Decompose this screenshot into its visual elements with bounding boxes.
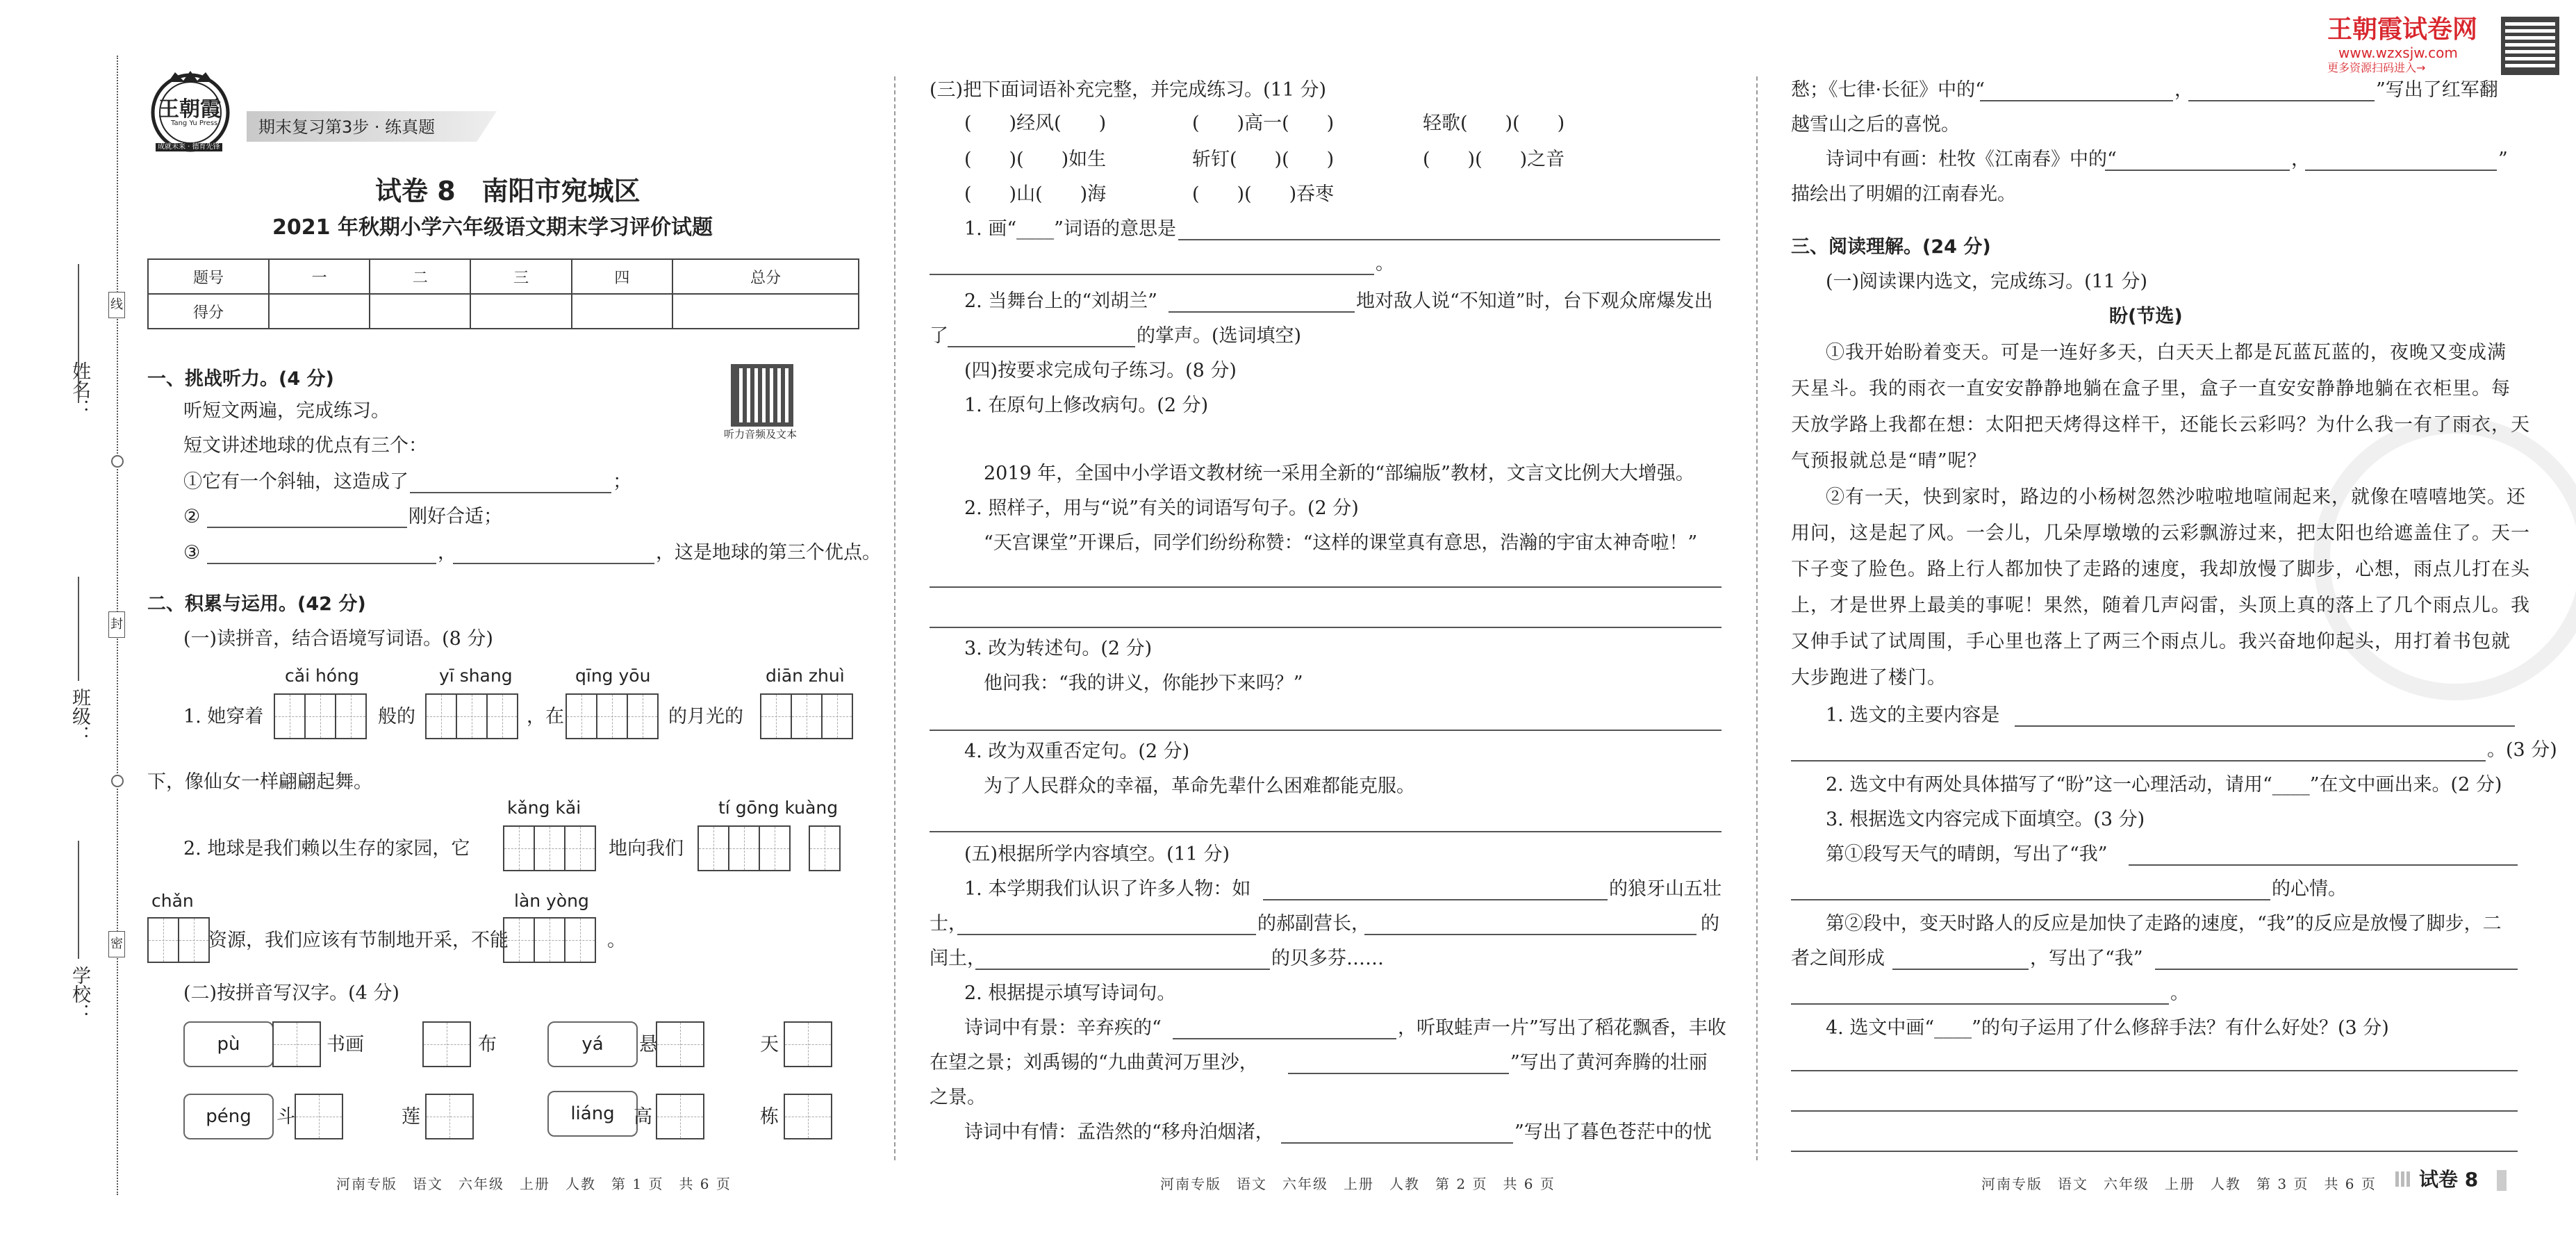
- name-label: 姓名：: [69, 361, 90, 418]
- char-grid[interactable]: [425, 1094, 474, 1139]
- score-header: 三: [470, 259, 571, 294]
- answer-blank[interactable]: [975, 969, 1270, 970]
- p3-q3a: 第①段写天气的晴朗，写出了“我”: [1826, 843, 2108, 865]
- p3-q3: 3. 根据选文内容完成下面填空。(3 分): [1826, 809, 2145, 830]
- char-grid[interactable]: [656, 1021, 704, 1067]
- p2-q2a: 2. 当舞台上的“刘胡兰”: [964, 290, 1157, 312]
- p2-s5-2b: ，听取蛙声一片”写出了稻花飘香，丰收: [1398, 1017, 1726, 1039]
- section-1-title: 一、挑战听力。(4 分): [147, 368, 334, 390]
- p3-q3b: 的心情。: [2272, 878, 2347, 900]
- answer-line[interactable]: [930, 831, 1722, 832]
- answer-blank[interactable]: [453, 563, 654, 564]
- answer-blank[interactable]: [1178, 239, 1720, 240]
- answer-blank[interactable]: [1364, 934, 1696, 935]
- pinyin: cǎi hóng: [285, 666, 359, 686]
- brand-tip: 更多资源扫码进入→: [2327, 61, 2426, 74]
- score-header: 总分: [672, 259, 859, 294]
- passage-line: 上，才是世界上最美的事呢！果然，随着几声闷雷，头顶上真的落上了几个雨点儿。我: [1791, 595, 2530, 616]
- s2-part2: (二)按拼音写汉字。(4 分): [183, 982, 399, 1004]
- score-header: 二: [370, 259, 470, 294]
- p2-s5-2g: ”写出了暮色苍茫中的忧: [1514, 1121, 1712, 1143]
- s1-line1: 听短文两遍，完成练习。: [183, 400, 390, 422]
- p2-s4-4s: 为了人民群众的幸福，革命先辈什么困难都能克服。: [984, 775, 1415, 797]
- score-cell[interactable]: [470, 294, 571, 329]
- logo-text: 王朝霞: [158, 97, 221, 122]
- p3-l2: 越雪山之后的喜悦。: [1791, 114, 1960, 135]
- section-3-title: 三、阅读理解。(24 分): [1791, 236, 1991, 258]
- score-table: [147, 258, 859, 329]
- passage-line: 天星斗。我的雨衣一直安安静静地躺在盒子里，盒子一直安安静静地躺在衣柜里。每: [1791, 378, 2511, 400]
- pinyin-box: pù: [183, 1021, 274, 1067]
- answer-blank[interactable]: [1892, 969, 2029, 970]
- idiom: ( )( )如生: [964, 149, 1107, 170]
- char-grid[interactable]: [503, 917, 596, 963]
- hz-word: 莲: [402, 1106, 420, 1128]
- s1-item3b: ，: [438, 542, 456, 563]
- char-grid[interactable]: [784, 1094, 832, 1139]
- watermark-seal: [2313, 417, 2576, 700]
- p3-q3d: 者之间形成: [1791, 948, 1885, 969]
- p3-q1-end: 。(3 分): [2487, 739, 2557, 761]
- answer-blank[interactable]: [2129, 864, 2518, 866]
- answer-blank[interactable]: [1791, 899, 2270, 900]
- answer-line[interactable]: [1791, 1151, 2518, 1152]
- pinyin: chǎn: [151, 891, 194, 911]
- hz-word: 栋: [760, 1106, 779, 1128]
- hz-word: 布: [478, 1034, 497, 1055]
- answer-blank[interactable]: [410, 492, 611, 493]
- q1-text-d: 的月光的: [668, 706, 743, 727]
- passage-line: ②有一天，快到家时，路边的小杨树忽然沙啦啦地喧闹起来，就像在嘻嘻地笑。还: [1826, 486, 2526, 508]
- page-divider: [894, 76, 895, 1160]
- score-cell[interactable]: [672, 294, 859, 329]
- logo-sub: Tang Yu Press: [171, 120, 218, 127]
- answer-blank[interactable]: [1980, 100, 2173, 101]
- p3-s3-1: (一)阅读课内选文，完成练习。(11 分): [1826, 271, 2148, 293]
- brand-logo: [147, 69, 233, 153]
- p2-s5-1e: 的: [1701, 913, 1719, 935]
- s1-line2: 短文讲述地球的优点有三个：: [183, 435, 427, 456]
- seal-mark-line: 线: [108, 292, 125, 318]
- idiom: ( )( )之音: [1423, 149, 1565, 170]
- answer-blank[interactable]: [2015, 725, 2515, 727]
- page-badge-bar: [2497, 1170, 2507, 1191]
- char-grid[interactable]: [760, 693, 853, 739]
- p2-s5-2: 2. 根据提示填写诗词句。: [964, 982, 1176, 1004]
- answer-blank[interactable]: [2155, 969, 2518, 970]
- passage-line: 用问，这是起了风。一会儿，几朵厚墩墩的云彩飘游过来，把太阳也给遮盖住了。天一: [1791, 522, 2530, 544]
- p2-q1: 1. 画“____”词语的意思是: [964, 218, 1176, 240]
- class-label: 班级：: [69, 688, 90, 744]
- page-subtitle: 2021 年秋期小学六年级语文期末学习评价试题: [272, 215, 713, 240]
- p2-q2c: 了: [930, 325, 948, 347]
- p2-q1-end: 。: [1376, 253, 1394, 274]
- idiom: 轻歌( )( ): [1423, 113, 1565, 134]
- char-grid[interactable]: [425, 693, 518, 739]
- char-grid[interactable]: [147, 917, 210, 963]
- s1-item2a: ②: [183, 506, 201, 527]
- p2-s5-2a: 诗词中有景：辛弃疾的“: [964, 1017, 1162, 1039]
- p2-s5-1d: 的郝副营长，: [1257, 913, 1370, 935]
- q2-text-d: 。: [607, 930, 626, 951]
- p3-q2: 2. 选文中有两处具体描写了“盼”这一心理活动，请用“____”在文中画出来。(2 分): [1826, 774, 2502, 796]
- answer-blank[interactable]: [957, 934, 1256, 935]
- idiom: ( )( )吞枣: [1192, 183, 1335, 205]
- passage-line: ①我开始盼着变天。可是一连好多天，白天天上都是瓦蓝瓦蓝的，夜晚又变成满: [1826, 342, 2507, 363]
- char-grid[interactable]: [272, 1021, 321, 1067]
- p2-s5-1a: 1. 本学期我们认识了许多人物：如: [964, 878, 1251, 900]
- q2-text-a: 2. 地球是我们赖以生存的家园，它: [183, 838, 470, 859]
- p2-s4-2s: “天宫课堂”开课后，同学们纷纷称赞：“这样的课堂真有意思，浩瀚的宇宙太神奇啦！”: [984, 532, 1698, 554]
- char-grid[interactable]: [295, 1094, 343, 1139]
- p3-l1c: ”写出了红军翻: [2376, 79, 2498, 101]
- page-title: 试卷 8 南阳市宛城区: [375, 176, 641, 206]
- pinyin-box: péng: [183, 1094, 274, 1139]
- logo-slogan: 成就未来 · 德育先锋: [156, 143, 222, 151]
- passage-line: 大步跑进了楼门。: [1791, 667, 1947, 689]
- p3-l3a: 诗词中有画：杜牧《江南春》中的“: [1826, 149, 2117, 170]
- pinyin: tí gōng kuàng: [718, 798, 839, 818]
- score-header: 一: [269, 259, 370, 294]
- p2-s5-2c: 在望之景；刘禹锡的“九曲黄河万里沙，: [930, 1052, 1258, 1073]
- p3-l1a: 愁；《七律·长征》中的“: [1791, 79, 1985, 101]
- p2-s4-4: 4. 改为双重否定句。(2 分): [964, 741, 1190, 762]
- p3-q4: 4. 选文中画“____”的句子运用了什么修辞手法？有什么好处？(3 分): [1826, 1017, 2389, 1039]
- answer-line[interactable]: [930, 586, 1722, 588]
- p2-s5-2f: 诗词中有情：孟浩然的“移舟泊烟渚，: [964, 1121, 1274, 1143]
- char-grid[interactable]: [503, 825, 596, 871]
- page-footer: 河南专版 语文 六年级 上册 人教 第 2 页 共 6 页: [1160, 1176, 1555, 1192]
- hz-word: 高: [634, 1106, 652, 1128]
- p3-l4: 描绘出了明媚的江南春光。: [1791, 183, 2016, 205]
- pinyin: qīng yōu: [575, 666, 651, 686]
- hz-word: 书画: [327, 1034, 364, 1055]
- banner-text: 期末复习第3步 · 练真题: [258, 117, 436, 137]
- idiom: ( )山( )海: [964, 183, 1107, 205]
- p2-s5-1b: 的狼牙山五壮: [1609, 878, 1722, 900]
- char-grid[interactable]: [809, 825, 841, 871]
- answer-line[interactable]: [930, 730, 1722, 731]
- char-grid[interactable]: [697, 825, 791, 871]
- p2-s4: (四)按要求完成句子练习。(8 分): [964, 360, 1237, 381]
- idiom: ( )高一( ): [1192, 113, 1335, 134]
- passage-line: 下子变了脸色。路上行人都加快了走路的速度，我却放慢了脚步，心想，雨点儿打在头: [1791, 559, 2530, 580]
- qr-caption: 听力音频及文本: [724, 428, 798, 441]
- passage-line: 气预报就总是“晴”呢？: [1791, 450, 1987, 472]
- pinyin: diān zhuì: [766, 666, 845, 686]
- answer-line[interactable]: [1791, 1110, 2518, 1112]
- answer-blank[interactable]: [1288, 1073, 1509, 1074]
- pinyin: làn yòng: [514, 891, 589, 911]
- answer-blank[interactable]: [1791, 1003, 2169, 1005]
- score-cell[interactable]: [269, 294, 370, 329]
- p2-q2b: 地对敌人说“不知道”时，台下观众席爆发出: [1356, 290, 1713, 312]
- idiom: 斩钉( )( ): [1192, 149, 1335, 170]
- p3-q3e: ，写出了“我”: [2030, 948, 2143, 969]
- brand-name: 王朝霞试卷网: [2327, 15, 2478, 44]
- answer-blank[interactable]: [1173, 1038, 1396, 1039]
- char-grid[interactable]: [274, 693, 367, 739]
- char-grid[interactable]: [565, 693, 659, 739]
- answer-blank[interactable]: [1263, 899, 1608, 900]
- school-label: 学校：: [69, 966, 90, 1022]
- p2-s4-2: 2. 照样子，用与“说”有关的词语写句子。(2 分): [964, 497, 1359, 519]
- answer-blank[interactable]: [1169, 311, 1355, 313]
- p2-s5: (五)根据所学内容填空。(11 分): [964, 843, 1230, 865]
- p2-s5-2d: ”写出了黄河奔腾的壮丽: [1510, 1052, 1708, 1073]
- q2-text-c: 资源，我们应该有节制地开采，不能: [208, 930, 509, 951]
- p3-l3c: ”: [2498, 149, 2508, 170]
- s1-item3c: ，这是地球的第三个优点。: [656, 542, 881, 563]
- p2-q2d: 的掌声。(选词填空): [1137, 325, 1302, 347]
- p3-q3c: 第②段中，变天时路人的反应是加快了走路的速度，“我”的反应是放慢了脚步，二: [1826, 913, 2502, 935]
- q1-text-c: ，在: [527, 706, 564, 727]
- pinyin: kǎng kǎi: [507, 798, 581, 818]
- pinyin-box: yá: [547, 1021, 638, 1067]
- q1-text-b: 般的: [378, 706, 415, 727]
- score-row-label: 得分: [148, 294, 269, 329]
- q2-text-b: 地向我们: [609, 838, 684, 859]
- passage-line: 天放学路上我都在想：太阳把天烤得这样干，还能长云彩吗？为什么我一有了雨衣，天: [1791, 414, 2530, 436]
- passage-line: 又伸手试了试周围，手心里也落上了两三个雨点儿。我兴奋地仰起头，用打着书包就: [1791, 631, 2511, 652]
- seal-mark-feng: 封: [108, 611, 125, 638]
- answer-blank[interactable]: [1791, 760, 2486, 762]
- p2-s3: (三)把下面词语补充完整，并完成练习。(11 分): [930, 79, 1327, 101]
- p3-l3b: ，: [2291, 149, 2310, 170]
- char-grid[interactable]: [656, 1094, 704, 1139]
- answer-line[interactable]: [1791, 1070, 2518, 1071]
- score-header: 题号: [148, 259, 269, 294]
- p3-q3f: 。: [2170, 982, 2189, 1004]
- answer-blank[interactable]: [2305, 170, 2497, 171]
- answer-blank[interactable]: [930, 274, 1374, 275]
- section-2-title: 二、积累与运用。(42 分): [147, 593, 366, 615]
- p3-q1: 1. 选文的主要内容是: [1826, 705, 2000, 726]
- score-cell[interactable]: [572, 294, 672, 329]
- p3-l1b: ，: [2174, 79, 2193, 101]
- answer-blank[interactable]: [207, 527, 407, 528]
- brand-qr-icon: [2501, 17, 2559, 75]
- q1-text-a: 1. 她穿着: [183, 706, 264, 727]
- pinyin: yī shang: [439, 666, 513, 686]
- pinyin-box: liáng: [547, 1091, 638, 1137]
- idiom: ( )经风( ): [964, 113, 1107, 134]
- s1-item1: ①它有一个斜轴，这造成了: [183, 471, 408, 493]
- answer-blank[interactable]: [207, 563, 436, 564]
- p2-s5-1g: 的贝多芬……: [1271, 948, 1384, 969]
- passage-title: 盼(节选): [2109, 306, 2183, 327]
- page-badge-deco: [2395, 1171, 2411, 1187]
- brand-url: www.wzxsjw.com: [2338, 44, 2458, 61]
- s1-item1-end: ；: [613, 471, 631, 493]
- page-divider: [1756, 76, 1758, 1160]
- s1-item2b: 刚好合适；: [408, 506, 502, 527]
- s2-part1: (一)读拼音，结合语境写词语。(8 分): [183, 628, 493, 650]
- p2-s5-1c: 士，: [930, 913, 967, 935]
- seal-mark-mi: 密: [108, 931, 125, 957]
- p2-s5-2e: 之景。: [930, 1087, 986, 1108]
- p2-s4-3: 3. 改为转述句。(2 分): [964, 638, 1153, 659]
- page-footer: 河南专版 语文 六年级 上册 人教 第 3 页 共 6 页: [1981, 1176, 2377, 1192]
- p2-s4-1: 1. 在原句上修改病句。(2 分): [964, 395, 1209, 416]
- char-grid[interactable]: [784, 1021, 832, 1067]
- answer-blank[interactable]: [2188, 100, 2375, 101]
- answer-blank[interactable]: [2105, 170, 2290, 171]
- score-header: 四: [572, 259, 672, 294]
- score-cell[interactable]: [370, 294, 470, 329]
- p2-s4-3s: 他问我：“我的讲义，你能抄下来吗？”: [984, 673, 1303, 694]
- p2-s5-1f: 闰土，: [930, 948, 986, 969]
- qr-code-icon: [731, 364, 793, 427]
- page-footer: 河南专版 语文 六年级 上册 人教 第 1 页 共 6 页: [336, 1176, 732, 1192]
- hz-word: 天: [760, 1034, 779, 1055]
- char-grid[interactable]: [422, 1021, 471, 1067]
- s1-item3a: ③: [183, 542, 201, 563]
- p2-s4-1s: 2019 年，全国中小学语文教材统一采用全新的“部编版”教材，文言文比例大大增强。: [984, 463, 1694, 484]
- hz-word: 悬: [639, 1034, 658, 1055]
- answer-blank[interactable]: [948, 346, 1135, 347]
- hz-word: 斗: [276, 1106, 295, 1128]
- answer-line[interactable]: [930, 627, 1722, 628]
- page-badge: 试卷 8: [2419, 1168, 2479, 1191]
- answer-blank[interactable]: [1281, 1142, 1513, 1144]
- q1-text-e: 下，像仙女一样翩翩起舞。: [147, 771, 372, 793]
